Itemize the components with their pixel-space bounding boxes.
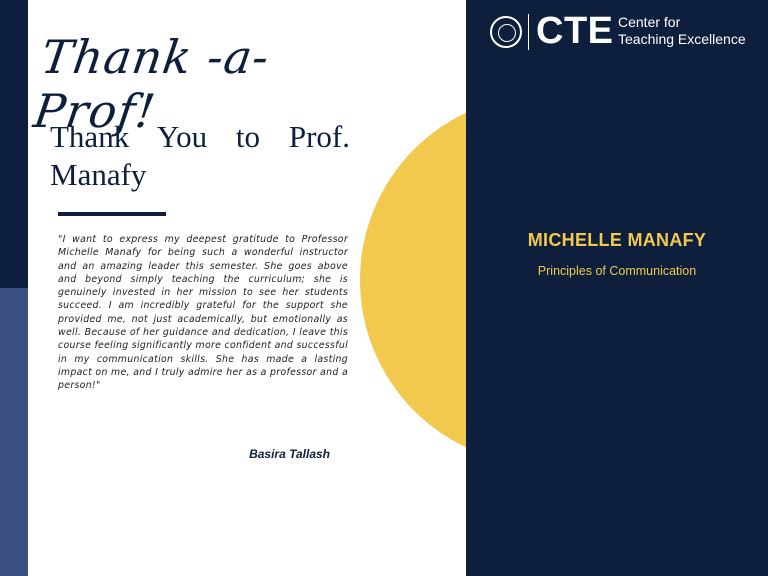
cte-name-line1: Center for — [618, 14, 681, 30]
course-name: Principles of Communication — [537, 264, 697, 278]
cte-logo-name — [618, 14, 758, 48]
script-title: Thank -a- Prof! — [30, 30, 273, 138]
cte-logo: CTE — [536, 10, 614, 52]
testimonial-quote: "I want to express my deepest gratitude to Professor Michelle Manafy for being such a wonderful instructor and an amazing leader this semester. She goes above and beyond simply teaching the curriculum; she is genuinely invested in her mission to see her students succeed. I am incredibly grateful for the support she provided me, not just academically, but emotionally as well. Because of her guidance and dedication, I leave this course feeling significantly more confident and successful in my communication skills. She has made a lasting impact on me, and I truly admire her as a professor and a person!" — [58, 234, 348, 392]
left-accent-bar-light — [0, 288, 28, 576]
testimonial-author: Basira Tallash — [249, 447, 330, 461]
title-rule — [58, 212, 166, 216]
left-accent-bar-dark — [0, 0, 28, 288]
university-seal-icon — [490, 16, 522, 48]
honoree-name: MICHELLE MANAFY — [527, 230, 707, 250]
page-title: Thank You to Prof. Manafy — [50, 119, 350, 192]
right-panel — [466, 0, 768, 576]
logo-divider — [528, 14, 529, 50]
cte-name-line2: Teaching Excellence — [618, 31, 746, 47]
